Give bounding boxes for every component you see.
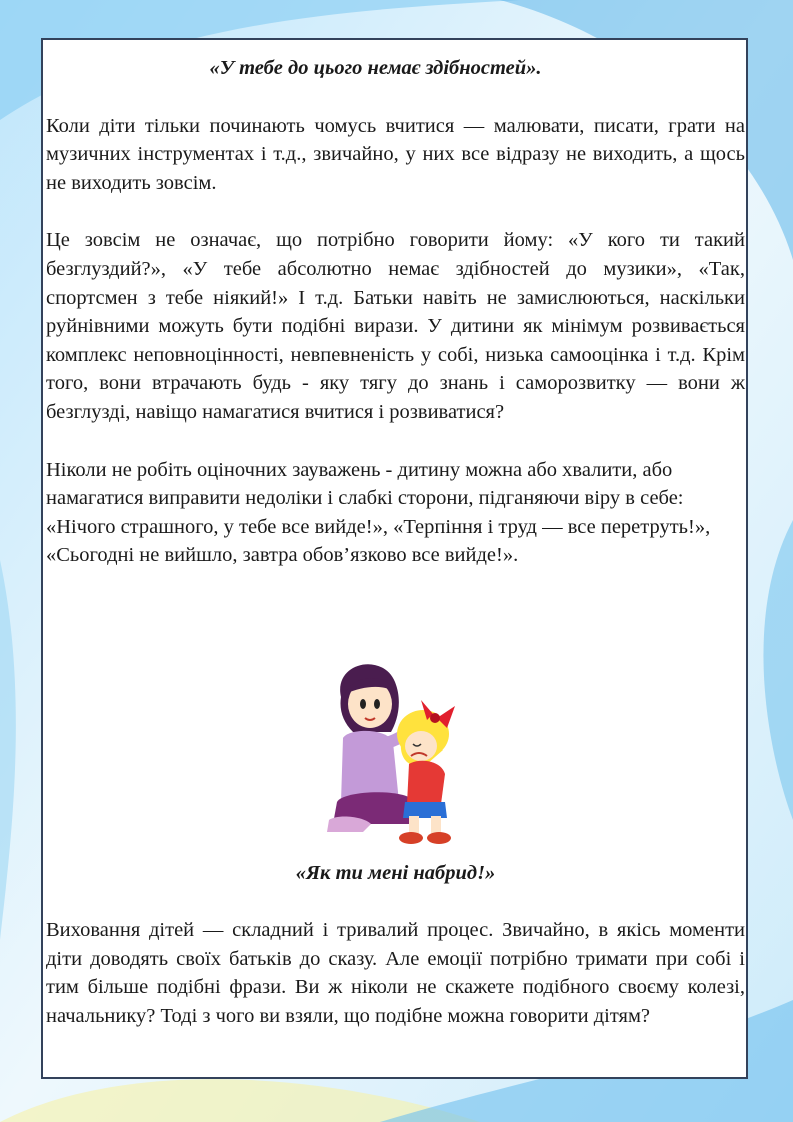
paragraph-2: Це зовсім не означає, що потрібно говорити йому: «У кого ти такий безглуздий?», «У тебе абсолютно немає здібностей до музики», «Так, спортсмен з тебе ніякий!» І т.д. Батьки навіть не замислюються, наскільки руйнівними можуть бути подібні вирази. У дитини як мінімум розвивається комплекс неповноцінності, невпевненість у собі, низька самооцінка і т.д. Крім того, вони втрачають будь - яку тягу до знань і саморозвитку — вони ж безглузді, навіщо намагатися вчитися і розвиватися? [46,229,745,423]
document-body [46,54,745,599]
paragraph-3: Ніколи не робіть оціночних зауважень - дитину можна або хвалити, або намагатися виправити недоліки і слабкі сторони, підганяючи віру в себе: «Нічого страшного, у тебе все вийде!», «Терпіння і труд — все перетруть!», «Сьогодні не вийшло, завтра обов’язково все вийде!». [46,458,711,567]
image-caption: «Як ти мені набрид!» [295,862,496,884]
paragraph-4: Виховання дітей — складний і тривалий процес. Звичайно, в якісь моменти діти доводять своїх батьків до сказу. Але емоції потрібно тримати при собі і тим більше подібні фрази. Ви ж ніколи не скажете подібного своєму колезі, начальнику? Тоді з чого ви взяли, що подібне можна говорити дітям? [46,919,745,1027]
mother-comforting-child-illustration [323,652,473,852]
document-title: «У тебе до цього немає здібностей». [209,57,542,79]
paragraph-1: Коли діти тільки починають чомусь вчитися — малювати, писати, грати на музичних інструментах і т.д., звичайно, у них все відразу не виходить, а щось не виходить зовсім. [46,114,745,194]
document-frame [41,38,748,1079]
